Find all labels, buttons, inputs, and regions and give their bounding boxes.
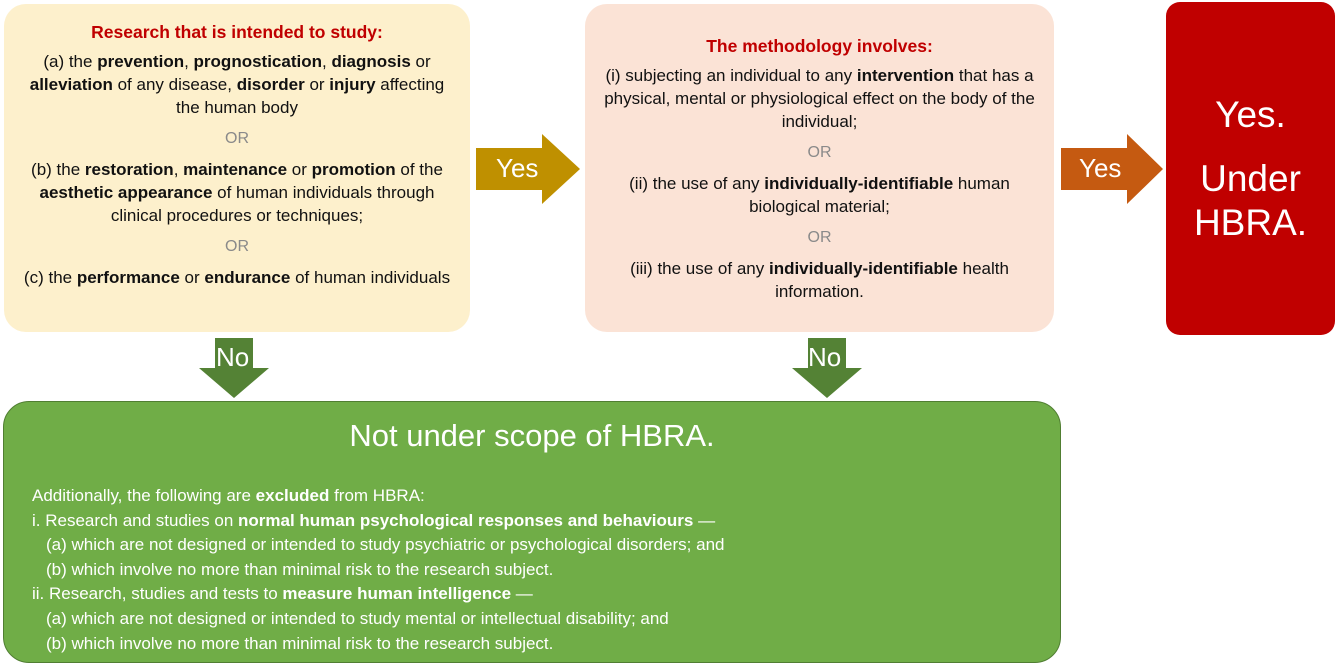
under-hbra-result-box (1166, 2, 1335, 335)
exclusions-intro: Additionally, the following are excluded from HBRA: (32, 486, 425, 505)
not-under-scope-box (3, 401, 1061, 663)
research-box-title: Research that is intended to study: (91, 22, 383, 42)
exclusion-i-a: (a) which are not designed or intended to study psychiatric or psychological disorders; and (46, 535, 725, 555)
or-separator: OR (807, 144, 832, 161)
yes-arrow-label: Yes (1079, 153, 1122, 183)
exclusions-list (32, 484, 724, 656)
method-item-i: (i) subjecting an individual to any intervention that has a physical, mental or physiological effect on the body of the individual; (604, 66, 1035, 131)
research-item-b: (b) the restoration, maintenance or promotion of the aesthetic appearance of human individuals through clinical procedures or techniques; (31, 160, 443, 225)
method-item-ii: (ii) the use of any individually-identifiable human biological material; (629, 174, 1010, 216)
result-yes-text: Yes. (1215, 93, 1286, 135)
methodology-box-title: The methodology involves: (706, 36, 933, 56)
exclusion-ii-b: (b) which involve no more than minimal risk to the research subject. (46, 633, 554, 653)
or-separator: OR (225, 238, 249, 255)
research-item-a: (a) the prevention, prognostication, diagnosis or alleviation of any disease, disorder or injury affecting the human body (29, 52, 445, 117)
research-criteria-box (4, 4, 470, 332)
methodology-box (585, 4, 1054, 332)
research-item-c: (c) the performance or endurance of human individuals (23, 268, 451, 287)
exclusion-ii-a: (a) which are not designed or intended to study mental or intellectual disability; and (46, 608, 669, 628)
no-arrow-label: No (216, 342, 250, 372)
exclusion-i: i. Research and studies on normal human psychological responses and behaviours — (32, 510, 716, 530)
or-separator: OR (225, 130, 249, 147)
result-under-text: Under (1200, 157, 1301, 199)
method-item-iii: (iii) the use of any individually-identifiable health information. (630, 259, 1009, 301)
yes-arrow-label: Yes (496, 153, 539, 183)
exclusion-i-b: (b) which involve no more than minimal risk to the research subject. (46, 559, 554, 579)
result-hbra-text: HBRA. (1193, 201, 1308, 243)
not-under-scope-title: Not under scope of HBRA. (349, 418, 715, 453)
no-arrow-label: No (808, 342, 842, 372)
exclusion-ii: ii. Research, studies and tests to measure human intelligence — (32, 584, 533, 604)
or-separator: OR (807, 229, 832, 246)
